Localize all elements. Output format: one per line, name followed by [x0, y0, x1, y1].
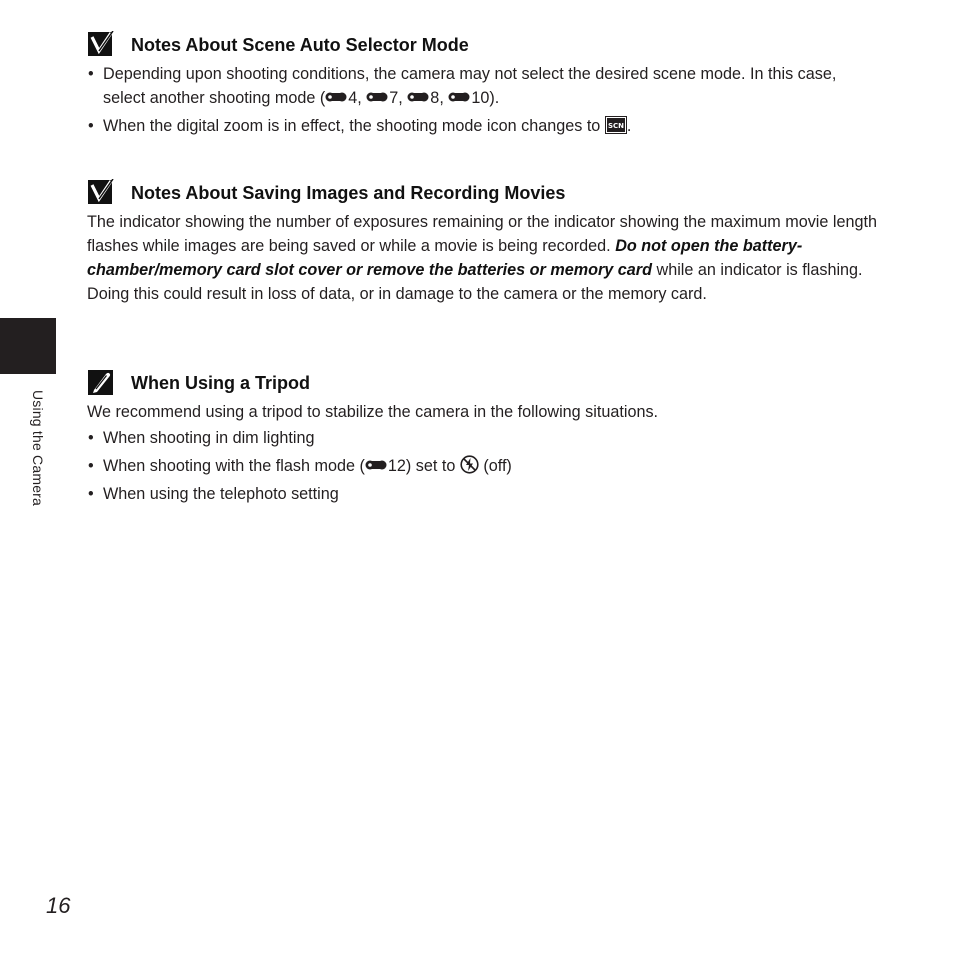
chapter-label: Using the Camera	[30, 390, 46, 507]
scene-mode-icon	[605, 116, 627, 134]
list-item: • When the digital zoom is in effect, the shooting mode icon changes to SCN .	[87, 114, 877, 138]
paragraph: We recommend using a tripod to stabilize the camera in the following situations.	[87, 403, 659, 421]
page-number: 16	[46, 893, 71, 918]
section-heading	[87, 178, 877, 208]
section-heading	[87, 30, 877, 60]
tripod-notes	[87, 368, 877, 510]
ref-page[interactable]: 7	[389, 89, 399, 107]
saving-notes	[87, 178, 877, 306]
ref-page[interactable]: 4	[348, 89, 358, 107]
caution-check-icon	[87, 179, 117, 207]
caution-check-icon	[87, 31, 117, 59]
reference-section-icon	[366, 87, 388, 101]
ref-page[interactable]: 10	[471, 89, 490, 107]
paragraph: The indicator showing the number of exposures remaining or the indicator showing the maximum movie length flashes while images are being saved or while a movie is being recorded. Do not open the battery-chamber/memory card slot cover or remove the batteries or memory card while an indicator is flashing. Doing this could result in loss of data, or in damage to the camera or the memory card.	[87, 213, 877, 303]
svg-text:SCN: SCN	[607, 122, 624, 130]
list-item: • When shooting in dim lighting	[87, 426, 877, 450]
section-title: When Using a Tripod	[131, 372, 310, 393]
reference-section-icon	[325, 87, 347, 101]
list-item: • When shooting with the flash mode ( 12) set to (off)	[87, 454, 877, 478]
list-item: • Depending upon shooting conditions, the camera may not select the desired scene mode. In this case, select another shooting mode ( 4, 7, 8, 10).	[87, 62, 877, 110]
chapter-tab	[0, 318, 56, 374]
reference-section-icon	[448, 87, 470, 101]
section-title: Notes About Saving Images and Recording Movies	[131, 182, 566, 203]
section-title: Notes About Scene Auto Selector Mode	[131, 34, 469, 55]
flash-off-icon	[460, 455, 479, 474]
pencil-note-icon	[87, 369, 117, 397]
warning-text: Do not open the battery-chamber/memory card slot cover or remove the batteries or memory card	[87, 237, 803, 279]
reference-section-icon	[407, 87, 429, 101]
list-item: • When using the telephoto setting	[87, 482, 877, 506]
reference-section-icon	[365, 455, 387, 469]
scene-auto-notes	[87, 30, 877, 142]
section-heading	[87, 368, 877, 398]
ref-page[interactable]: 8	[430, 89, 440, 107]
ref-page[interactable]: 12	[387, 457, 406, 475]
